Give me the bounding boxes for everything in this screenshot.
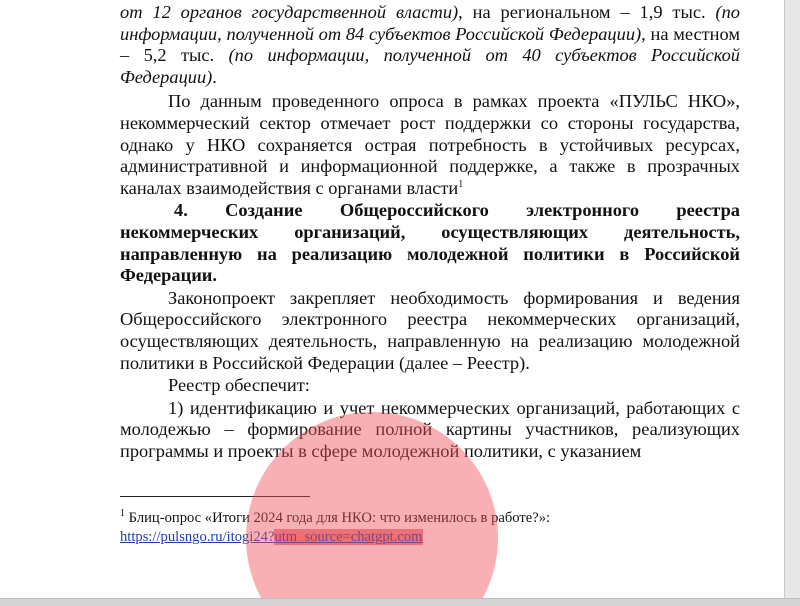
footnote-link-utm-highlight[interactable]: utm_source=chatgpt.com: [274, 529, 423, 545]
footnote: [120, 509, 740, 547]
text-regional: , на региональном – 1,9 тыс.: [458, 2, 706, 22]
survey-text: По данным проведенного опроса в рамках проекта «ПУЛЬС НКО», некоммерческий сектор отмечает рост поддержки со стороны государства, однако у НКО сохраняется острая потребность в устойчивых ресурсах, административной и информационной поддержке, а также в прозрачных каналах взаимодействия с органами власти: [120, 91, 740, 198]
italic-source-3: (по информации, полученной от 40 субъектов Российской Федерации): [120, 45, 740, 87]
footnote-ref[interactable]: 1: [458, 178, 464, 190]
italic-source-2: (по информации, полученной от 84 субъектов Российской Федерации): [120, 2, 740, 44]
footnote-text: Блиц-опрос «Итоги 2024 года для НКО: что изменилось в работе?»:: [125, 510, 551, 526]
viewer-bottom-bar: [0, 598, 800, 606]
footnote-link[interactable]: [120, 529, 423, 545]
period: .: [212, 66, 217, 87]
footnote-number: 1: [120, 508, 125, 520]
paragraph-bill: Законопроект закрепляет необходимость формирования и ведения Общероссийского электронного реестра некоммерческих организаций, осуществляющих деятельность, направленную на реализацию молодежной политики в Российской Федерации (далее – Реестр).: [120, 287, 740, 373]
paragraph-statistics: [120, 2, 740, 88]
document-body: [120, 0, 740, 462]
section-heading: 4. Создание Общероссийского электронного реестра некоммерческих организаций, осуществляющих деятельность, направленную на реализацию молодежной политики в Российской Федерации.: [120, 200, 740, 286]
text-local: , на местном – 5,2 тыс.: [120, 23, 740, 66]
paragraph-registry-intro: Реестр обеспечит:: [168, 375, 310, 396]
footnote-link-base[interactable]: https://pulsngo.ru/itogi24?: [120, 529, 275, 545]
paragraph-survey: [120, 91, 740, 199]
paragraph-item-1: 1) идентификацию и учет некоммерческих организаций, работающих с молодежью – формирование полной картины участников, реализующих программы и проекты в сфере молодежной политики, с указанием: [120, 397, 740, 461]
viewer-scroll-gutter[interactable]: [784, 0, 800, 606]
footnote-separator: [120, 496, 310, 497]
italic-source-1: от 12 органов государственной власти): [120, 2, 459, 22]
